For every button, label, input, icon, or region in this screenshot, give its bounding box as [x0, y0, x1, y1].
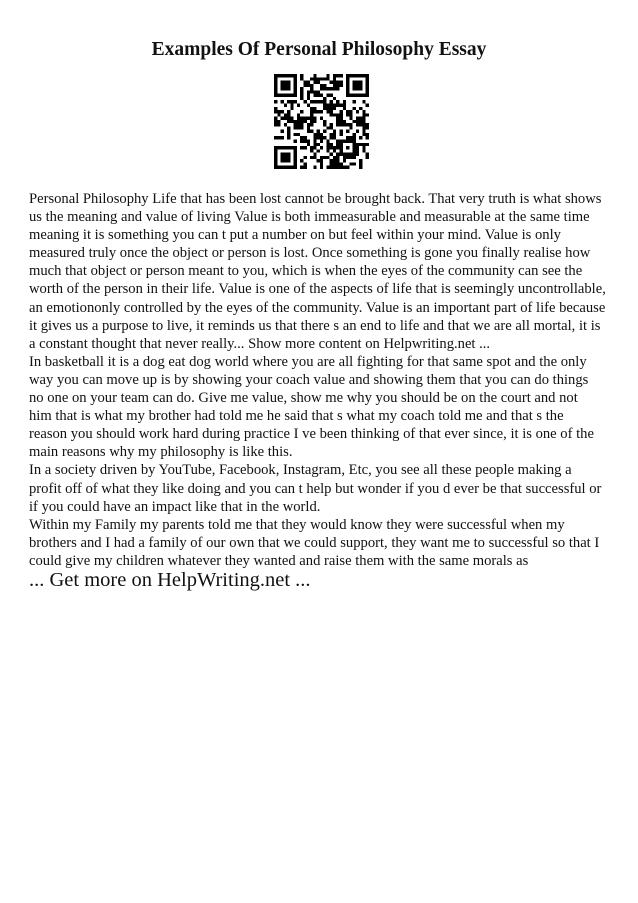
essay-body: [29, 190, 615, 570]
essay-line: way you can move up is by showing your coach value and showing them that you can do things: [29, 371, 589, 388]
get-more-link[interactable]: ... Get more on HelpWriting.net ...: [29, 569, 311, 591]
essay-line: him that is what my brother had told me he said that s what my coach told me and that s the: [29, 408, 564, 425]
essay-line: measured truly once the object or person is lost. Once something is gone you finally realise how: [29, 245, 591, 262]
qr-code-icon: [274, 74, 369, 169]
essay-line: Within my Family my parents told me that they would know they were successful when my: [29, 516, 565, 533]
essay-line: Personal Philosophy Life that has been lost cannot be brought back. That very truth is what shows: [29, 191, 602, 207]
essay-line: reason you should work hard during practice I ve been thinking of that ever since, it is one of the: [29, 426, 594, 443]
essay-line: brothers and I had a family of our own that we could support, they want me to successful so that I: [29, 534, 600, 551]
essay-line: much that object or person meant to you, which is when the eyes of the community can see the: [29, 263, 583, 280]
essay-line: us the meaning and value of living Value is both immeasurable and measurable at the same time: [29, 209, 590, 226]
essay-line: could give my children whatever they wanted and raise them with the same morals as: [29, 552, 529, 569]
essay-line: no one on your team can do. Give me value, show me why you should be on the court and not: [29, 390, 578, 407]
essay-line: In a society driven by YouTube, Facebook, Instagram, Etc, you see all these people making a: [29, 462, 572, 479]
essay-line: if you could have an impact like that in the world.: [29, 498, 321, 515]
essay-line: a constant thought that never really... Show more content on Helpwriting.net ...: [29, 335, 491, 352]
essay-line: an emotiononly controlled by the eyes of the community. Value is an important part of life because: [29, 299, 606, 316]
essay-line: profit off of what they like doing and you can t help but wonder if you d ever be that successful or: [29, 480, 602, 497]
essay-line: it gives us a purpose to live, it reminds us that there s an end to life and that we are all mortal, it is: [29, 317, 601, 334]
essay-line: meaning it is something you can t put a number on but feel within your mind. Value is only: [29, 227, 561, 244]
essay-line: main reasons why my philosophy is like this.: [29, 444, 293, 461]
essay-line: worth of the person in their life. Value is one of the aspects of life that is seemingly uncontrollable,: [29, 281, 606, 298]
essay-line: In basketball it is a dog eat dog world where you are all fighting for that same spot and the only: [29, 353, 587, 370]
document-title: Examples Of Personal Philosophy Essay: [151, 39, 487, 60]
